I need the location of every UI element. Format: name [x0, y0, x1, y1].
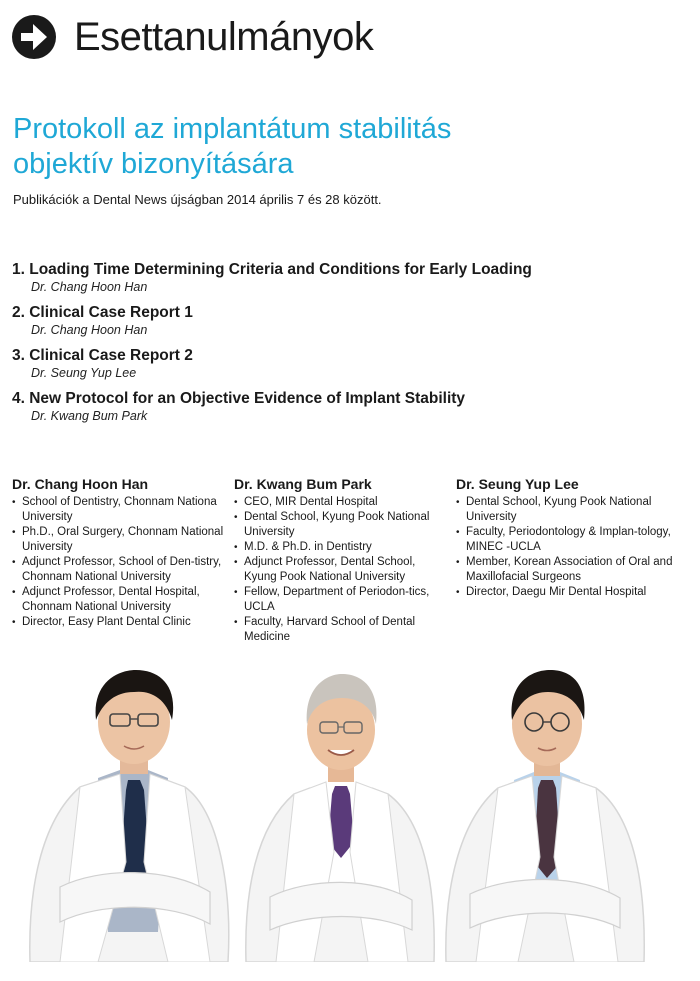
bio-item: • Fellow, Department of Periodon-tics, UCLA — [234, 585, 446, 615]
section-header — [12, 14, 373, 60]
article-title: 1. Loading Time Determining Criteria and Conditions for Early Loading — [12, 261, 532, 278]
bio-item: • M.D. & Ph.D. in Dentistry — [234, 540, 446, 555]
portrait-photo-2 — [240, 662, 440, 962]
page-title-line-1: Protokoll az implantátum stabilitás — [13, 113, 452, 145]
bio-item: • Adjunct Professor, School of Den-tistry, Chonnam National University — [12, 555, 226, 585]
portrait-photo-3 — [440, 662, 650, 962]
bio-item: • CEO, MIR Dental Hospital — [234, 495, 446, 510]
bio-list — [12, 495, 226, 630]
bio-item: • Ph.D., Oral Surgery, Chonnam National University — [12, 525, 226, 555]
article-item — [12, 303, 692, 346]
page-title-line-2: objektív bizonyítására — [13, 148, 294, 180]
page-title — [13, 112, 673, 182]
doctor-portrait-illustration — [240, 662, 440, 962]
doctor-portrait-illustration — [20, 662, 236, 962]
arrow-right-circle-icon — [12, 15, 56, 59]
bio-item: • Director, Easy Plant Dental Clinic — [12, 615, 226, 630]
article-item — [12, 260, 692, 303]
article-author: Dr. Kwang Bum Park — [31, 409, 148, 423]
bio-item: • School of Dentistry, Chonnam Nationa University — [12, 495, 226, 525]
bio-item: • Adjunct Professor, Dental Hospital, Chonnam National University — [12, 585, 226, 615]
article-item — [12, 346, 692, 389]
article-author: Dr. Seung Yup Lee — [31, 366, 137, 380]
bio-kwang-bum-park — [234, 476, 446, 645]
bio-item: • Faculty, Harvard School of Dental Medicine — [234, 615, 446, 645]
article-author: Dr. Chang Hoon Han — [31, 280, 148, 294]
article-author: Dr. Chang Hoon Han — [31, 323, 148, 337]
bio-list — [456, 495, 676, 600]
bio-name: Dr. Kwang Bum Park — [234, 476, 372, 492]
portrait-photos — [0, 662, 700, 962]
bio-seung-yup-lee — [456, 476, 676, 600]
bio-item: • Faculty, Periodontology & Implan-tology, MINEC -UCLA — [456, 525, 676, 555]
publication-note: Publikációk a Dental News újságban 2014 április 7 és 28 között. — [13, 192, 382, 207]
bio-list — [234, 495, 446, 645]
bio-item: • Director, Daegu Mir Dental Hospital — [456, 585, 676, 600]
article-list — [12, 260, 692, 432]
bio-item: • Adjunct Professor, Dental School, Kyung Pook National University — [234, 555, 446, 585]
bio-item: • Dental School, Kyung Pook National University — [456, 495, 676, 525]
bio-name: Dr. Chang Hoon Han — [12, 476, 149, 492]
section-title: Esettanulmányok — [74, 15, 374, 59]
bio-chang-hoon-han — [12, 476, 226, 630]
article-title: 3. Clinical Case Report 2 — [12, 347, 193, 364]
doctor-portrait-illustration — [440, 662, 650, 962]
article-item — [12, 389, 692, 432]
bio-item: • Dental School, Kyung Pook National University — [234, 510, 446, 540]
portrait-photo-1 — [20, 662, 236, 962]
article-title: 2. Clinical Case Report 1 — [12, 304, 193, 321]
bio-item: • Member, Korean Association of Oral and Maxillofacial Surgeons — [456, 555, 676, 585]
article-title: 4. New Protocol for an Objective Evidence of Implant Stability — [12, 390, 466, 407]
bio-name: Dr. Seung Yup Lee — [456, 476, 579, 492]
